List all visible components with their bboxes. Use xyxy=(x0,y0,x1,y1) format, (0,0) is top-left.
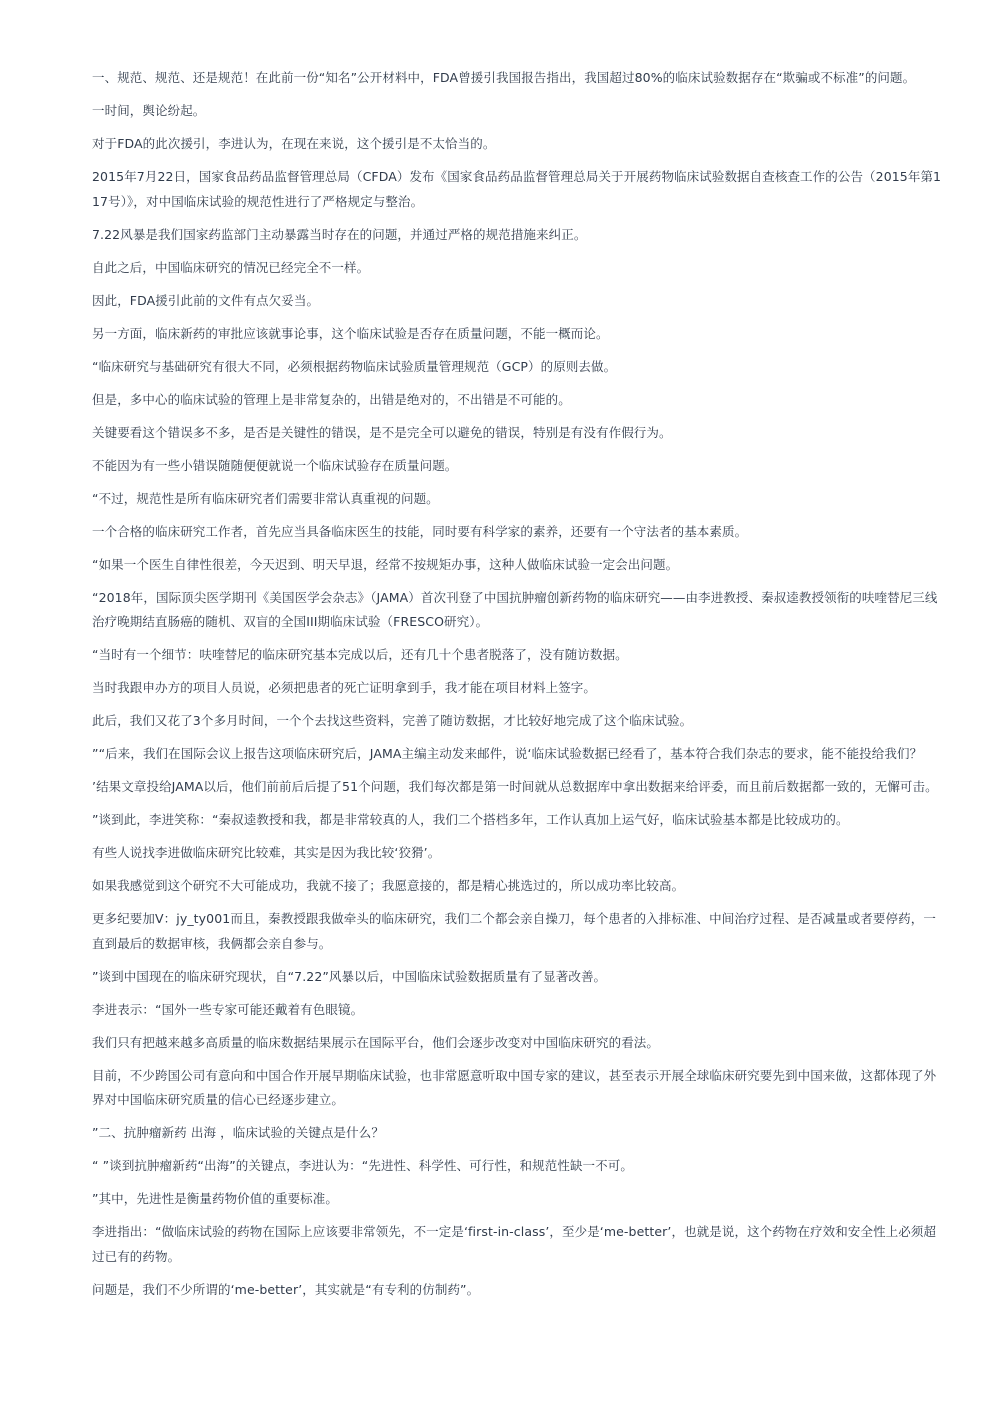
paragraph: 因此，FDA援引此前的文件有点欠妥当。 xyxy=(92,292,320,308)
paragraph: 7.22风暴是我们国家药监部门主动暴露当时存在的问题，并通过严格的规范措施来纠正。 xyxy=(92,226,587,242)
paragraph: 我们只有把越来越多高质量的临床数据结果展示在国际平台，他们会逐步改变对中国临床研究的看法。 xyxy=(92,1034,660,1050)
paragraph: “如果一个医生自律性很差，今天迟到、明天早退，经常不按规矩办事，这种人做临床试验一定会出问题。 xyxy=(92,556,679,572)
paragraph: ”其中，先进性是衡量药物价值的重要标准。 xyxy=(92,1191,338,1206)
paragraph: 一、规范、规范、还是规范！在此前一份“知名”公开材料中，FDA曾援引我国报告指出，我国超过80%的临床试验数据存在“欺骗或不标准”的问题。 xyxy=(92,70,916,85)
paragraph: 有些人说找李进做临床研究比较难，其实是因为我比较‘狡猾’。 xyxy=(92,845,441,860)
paragraph: “2018年，国际顶尖医学期刊《美国医学会杂志》（JAMA）首次刊登了中国抗肿瘤创新药物的临床研究——由李进教授、秦叔逵教授领衔的呋喹替尼三线治疗晚期结直肠癌的随机、双盲的全国III期临床试验（FRESCO研究）。 xyxy=(92,589,938,629)
paragraph: 如果我感觉到这个研究不大可能成功，我就不接了；我愿意接的，都是精心挑选过的，所以成功率比较高。 xyxy=(92,878,685,893)
paragraph: 李进表示：“国外一些专家可能还戴着有色眼镜。 xyxy=(92,1001,364,1017)
paragraph: 关键要看这个错误多不多，是否是关键性的错误，是不是完全可以避免的错误，特别是有没有作假行为。 xyxy=(92,424,672,440)
paragraph: 自此之后，中国临床研究的情况已经完全不一样。 xyxy=(92,259,370,275)
document-body xyxy=(92,66,944,1311)
paragraph: 李进指出：“做临床试验的药物在国际上应该要非常领先，不一定是‘first-in-class’，至少是‘me-better’，也就是说，这个药物在疗效和安全性上必须超过已有的药物。 xyxy=(92,1224,937,1264)
paragraph: 一个合格的临床研究工作者，首先应当具备临床医生的技能，同时要有科学家的素养，还要有一个守法者的基本素质。 xyxy=(92,523,748,539)
paragraph: “不过，规范性是所有临床研究者们需要非常认真重视的问题。 xyxy=(92,490,439,506)
paragraph: 但是，多中心的临床试验的管理上是非常复杂的，出错是绝对的，不出错是不可能的。 xyxy=(92,391,571,407)
paragraph: “ ”谈到抗肿瘤新药“出海”的关键点，李进认为：“先进性、科学性、可行性，和规范性缺一不可。 xyxy=(92,1158,633,1173)
paragraph: “临床研究与基础研究有很大不同，必须根据药物临床试验质量管理规范（GCP）的原则去做。 xyxy=(92,358,617,374)
paragraph: 此后，我们又花了3个多月时间，一个个去找这些资料，完善了随访数据，才比较好地完成了这个临床试验。 xyxy=(92,713,693,728)
paragraph: 一时间，舆论纷起。 xyxy=(92,103,206,118)
paragraph: 另一方面，临床新药的审批应该就事论事，这个临床试验是否存在质量问题，不能一概而论。 xyxy=(92,325,609,341)
paragraph: 问题是，我们不少所谓的‘me-better’，其实就是“有专利的仿制药”。 xyxy=(92,1281,480,1297)
paragraph: ”谈到中国现在的临床研究现状，自“7.22”风暴以后，中国临床试验数据质量有了显著改善。 xyxy=(92,968,607,984)
paragraph: ’结果文章投给JAMA以后，他们前前后后提了51个问题，我们每次都是第一时间就从总数据库中拿出数据来给评委，而且前后数据都一致的，无懈可击。 xyxy=(92,779,938,794)
paragraph: 对于FDA的此次援引，李进认为，在现在来说，这个援引是不太恰当的。 xyxy=(92,136,496,151)
paragraph: 2015年7月22日，国家食品药品监督管理总局（CFDA）发布《国家食品药品监督管理总局关于开展药物临床试验数据自查核查工作的公告（2015年第117号）》，对中国临床试验的规范性进行了严格规定与整治。 xyxy=(92,169,942,209)
paragraph: 更多纪要加V：jy_ty001而且，秦教授跟我做牵头的临床研究，我们二个都会亲自操刀，每个患者的入排标准、中间治疗过程、是否减量或者要停药，一直到最后的数据审核，我俩都会亲自参与。 xyxy=(92,911,936,951)
paragraph: ”二、抗肿瘤新药 出海 ，临床试验的关键点是什么？ xyxy=(92,1125,384,1140)
paragraph: 目前，不少跨国公司有意向和中国合作开展早期临床试验，也非常愿意听取中国专家的建议，甚至表示开展全球临床研究要先到中国来做，这都体现了外界对中国临床研究质量的信心已经逐步建立。 xyxy=(92,1067,937,1107)
paragraph: ”“后来，我们在国际会议上报告这项临床研究后，JAMA主编主动发来邮件，说‘临床试验数据已经看了，基本符合我们杂志的要求，能不能投给我们？ xyxy=(92,746,923,761)
paragraph: 不能因为有一些小错误随随便便就说一个临床试验存在质量问题。 xyxy=(92,457,458,473)
paragraph: “当时有一个细节：呋喹替尼的临床研究基本完成以后，还有几十个患者脱落了，没有随访数据。 xyxy=(92,647,628,662)
paragraph: ”谈到此，李进笑称：“秦叔逵教授和我，都是非常较真的人，我们二个搭档多年，工作认真加上运气好，临床试验基本都是比较成功的。 xyxy=(92,812,849,827)
paragraph: 当时我跟申办方的项目人员说，必须把患者的死亡证明拿到手，我才能在项目材料上签字。 xyxy=(92,680,597,695)
